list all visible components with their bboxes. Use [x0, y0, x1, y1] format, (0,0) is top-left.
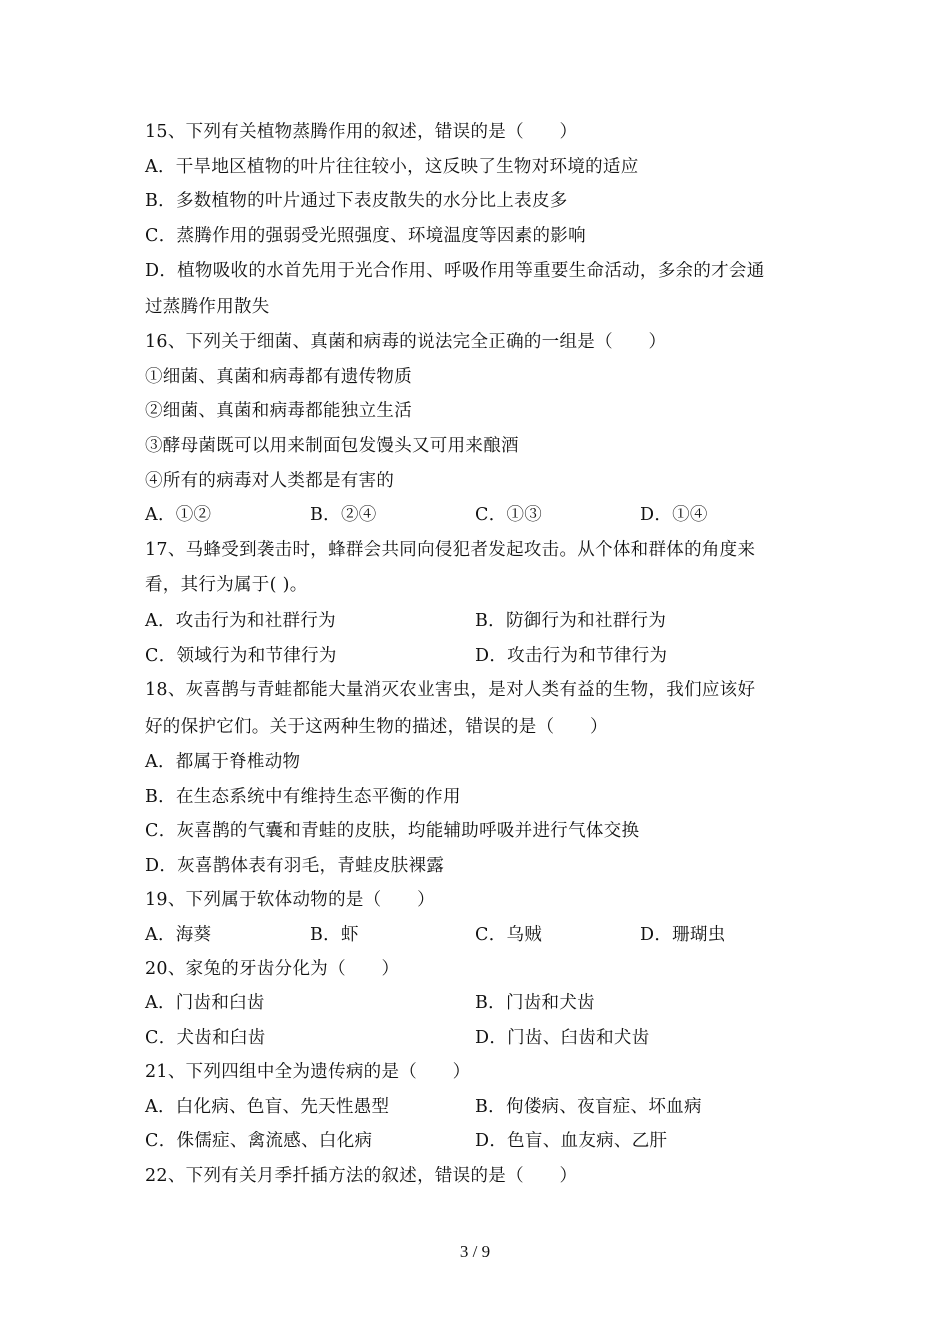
question-15-option-c: C．蒸腾作用的强弱受光照强度、环境温度等因素的影响: [145, 226, 586, 246]
question-20-option-d: D．门齿、臼齿和犬齿: [475, 1028, 650, 1048]
question-16-statement-2: ②细菌、真菌和病毒都能独立生活: [145, 401, 412, 421]
question-16-statement-3: ③酵母菌既可以用来制面包发馒头又可用来酿酒: [145, 436, 519, 456]
question-16-option-c: C．①③: [475, 505, 543, 525]
question-20-stem: 20、家兔的牙齿分化为（ ）: [145, 959, 400, 979]
question-17-option-a: A．攻击行为和社群行为: [145, 611, 336, 631]
question-19-stem: 19、下列属于软体动物的是（ ）: [145, 890, 435, 910]
question-17-stem-line2: 看，其行为属于( )。: [145, 575, 308, 595]
question-20-option-a: A．门齿和臼齿: [145, 993, 265, 1013]
question-16-option-d: D．①④: [640, 505, 708, 525]
question-15-option-a: A．干旱地区植物的叶片往往较小，这反映了生物对环境的适应: [145, 157, 639, 177]
question-21-option-a: A．白化病、色盲、先天性愚型: [145, 1097, 390, 1117]
page-number: 3 / 9: [459, 1242, 491, 1261]
question-18-option-d: D．灰喜鹊体表有羽毛，青蛙皮肤裸露: [145, 856, 445, 876]
question-18-option-a: A．都属于脊椎动物: [145, 752, 301, 772]
question-15-option-d-line1: D．植物吸收的水首先用于光合作用、呼吸作用等重要生命活动，多余的才会通: [145, 261, 765, 281]
question-19-option-d: D．珊瑚虫: [640, 925, 726, 945]
question-17-option-b: B．防御行为和社群行为: [475, 611, 667, 631]
question-19-option-a: A．海葵: [145, 925, 212, 945]
question-16-statement-1: ①细菌、真菌和病毒都有遗传物质: [145, 367, 412, 387]
question-16-option-a: A．①②: [145, 505, 212, 525]
question-16-stem: 16、下列关于细菌、真菌和病毒的说法完全正确的一组是（ ）: [145, 332, 667, 352]
question-17-stem-line1: 17、马蜂受到袭击时，蜂群会共同向侵犯者发起攻击。从个体和群体的角度来: [145, 540, 756, 560]
question-19-option-c: C．乌贼: [475, 925, 543, 945]
question-18-stem-line1: 18、灰喜鹊与青蛙都能大量消灭农业害虫，是对人类有益的生物，我们应该好: [145, 680, 756, 700]
question-21-option-b: B．佝偻病、夜盲症、坏血病: [475, 1097, 702, 1117]
question-18-stem-line2: 好的保护它们。关于这两种生物的描述，错误的是（ ）: [145, 717, 608, 737]
question-20-option-c: C．犬齿和臼齿: [145, 1028, 266, 1048]
question-18-option-c: C．灰喜鹊的气囊和青蛙的皮肤，均能辅助呼吸并进行气体交换: [145, 821, 640, 841]
question-15-option-d-line2: 过蒸腾作用散失: [145, 297, 270, 317]
question-17-option-d: D．攻击行为和节律行为: [475, 646, 668, 666]
question-21-stem: 21、下列四组中全为遗传病的是（ ）: [145, 1062, 471, 1082]
question-15-stem: 15、下列有关植物蒸腾作用的叙述，错误的是（ ）: [145, 122, 578, 142]
question-15-option-b: B．多数植物的叶片通过下表皮散失的水分比上表皮多: [145, 191, 568, 211]
question-19-option-b: B．虾: [310, 925, 359, 945]
question-20-option-b: B．门齿和犬齿: [475, 993, 595, 1013]
question-22-stem: 22、下列有关月季扦插方法的叙述，错误的是（ ）: [145, 1166, 578, 1186]
question-21-option-d: D．色盲、血友病、乙肝: [475, 1131, 668, 1151]
question-16-option-b: B．②④: [310, 505, 377, 525]
question-21-option-c: C．侏儒症、禽流感、白化病: [145, 1131, 373, 1151]
question-16-statement-4: ④所有的病毒对人类都是有害的: [145, 471, 395, 491]
question-18-option-b: B．在生态系统中有维持生态平衡的作用: [145, 787, 461, 807]
question-17-option-c: C．领域行为和节律行为: [145, 646, 337, 666]
